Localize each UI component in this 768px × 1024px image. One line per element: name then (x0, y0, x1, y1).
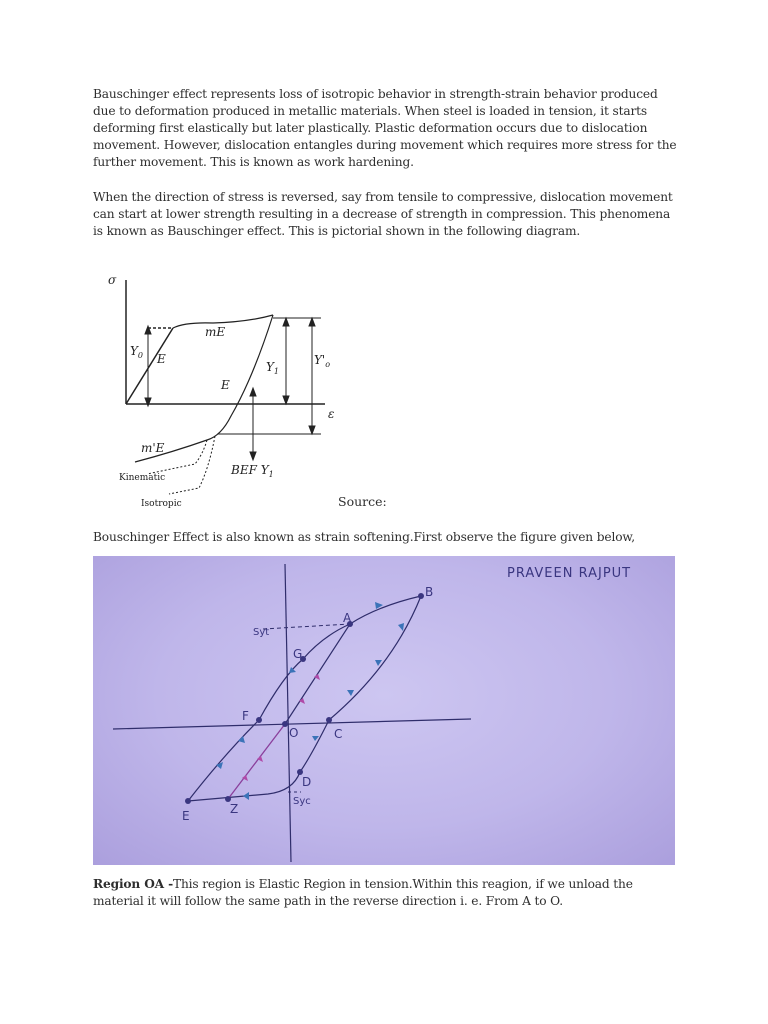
label-f: F (242, 709, 249, 723)
bauschinger-diagram (103, 268, 348, 514)
reload-fg (259, 624, 350, 720)
y0-label: $Y_0$ (130, 344, 144, 360)
label-o: O (289, 726, 299, 740)
e-upper-label: E (157, 352, 166, 366)
photo-y-axis (285, 564, 291, 862)
strain-softening-paragraph: Bouschinger Effect is also known as strain softening.First observe the figure given below, (93, 530, 635, 544)
reversal-paragraph: When the direction of stress is reversed, say from tensile to compressive, dislocation movement can start at lower strength resulting in a decrease of strength in compression. This phenomena is known as Bauschinger effect. This is pictorial shown in the following diagram. (93, 190, 673, 238)
y0-prime-label: $Y'_o$ (314, 353, 331, 369)
kinematic-label: Kinematic (119, 473, 166, 483)
elastic-zo (228, 724, 285, 799)
sigma-label: σ (108, 273, 117, 287)
reload-ef (188, 720, 259, 801)
y1-label: $Y_1$ (266, 360, 280, 376)
source-caption: Source: (338, 494, 387, 509)
bef-label: BEF $Y_1$ (231, 463, 274, 479)
label-e: E (182, 809, 190, 823)
label-g: G (293, 647, 303, 661)
label-syt: Syt (253, 627, 270, 638)
label-c: C (334, 727, 343, 741)
region-oa-paragraph (93, 876, 683, 910)
reverse-cd (300, 720, 329, 772)
label-a: A (343, 611, 352, 625)
me-lower-label: m'E (141, 441, 165, 455)
region-oa-heading: Region OA - (93, 877, 173, 891)
me-label: mE (205, 325, 226, 339)
e-mid-label: E (221, 378, 230, 392)
intro-paragraph: Bauschinger effect represents loss of isotropic behavior in strength-strain behavior produced due to deformation produced in metallic materials. When steel is loaded in tension, it starts deforming first elastically but later plastically. Plastic deformation occurs due to dislocation movement. However, dislocation entangles during movement which requires more stress for the further movement. This is known as work hardening. (93, 87, 677, 169)
elastic-loading-line (126, 328, 173, 404)
epsilon-label: ε (328, 407, 335, 421)
hysteresis-photo (93, 556, 675, 865)
label-d: D (302, 775, 312, 789)
region-oa-text: This region is Elastic Region in tension.Within this reagion, if we unload the material it will follow the same path in the reverse direction i. e. From A to O. (93, 877, 633, 908)
label-b: B (425, 585, 434, 599)
label-z: Z (230, 802, 239, 816)
loading-line-oa (285, 624, 350, 724)
label-syc: Syc (293, 796, 311, 807)
watermark: PRAVEEN RAJPUT (507, 566, 632, 581)
isotropic-label: Isotropic (141, 499, 182, 509)
